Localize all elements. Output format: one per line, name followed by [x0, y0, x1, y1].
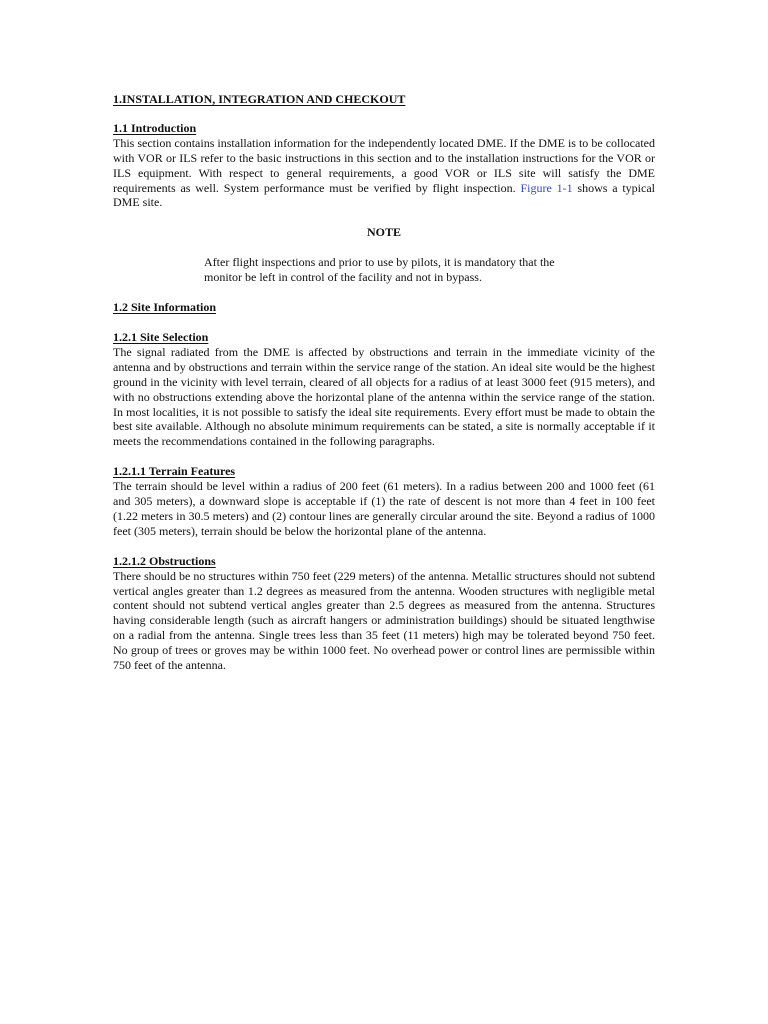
spacer: [113, 539, 655, 554]
introduction-text: This section contains installation information for the independently located DME. If the DME is to be collocated with VOR or ILS refer to the basic instructions in this section and to the installation instructions for the VOR or ILS equipment. With respect to general requirements, a good VOR or ILS site will satisfy the DME requirements as well. System performance must be verified by flight inspection.: [113, 135, 655, 195]
spacer: [113, 449, 655, 464]
obstructions-paragraph: There should be no structures within 750 feet (229 meters) of the antenna. Metallic structures should not subtend vertical angles greater than 1.2 degrees as measured from the antenna. Wooden structures with negligible metal content should not subtend vertical angles greater than 2.5 degrees as measured from the antenna. Structures having considerable length (such as aircraft hangers or administration buildings) should be situated lengthwise on a radial from the antenna. Single trees less than 35 feet (11 meters) high may be tolerated beyond 750 feet. No group of trees or groves may be within 1000 feet. No overhead power or control lines are permissible within 750 feet of the antenna.: [113, 568, 655, 673]
figure-1-1-link[interactable]: Figure 1-1: [520, 180, 573, 195]
section-heading-obstructions: 1.2.1.2 Obstructions: [113, 553, 216, 568]
note-text: After flight inspections and prior to use by pilots, it is mandatory that the monitor be left in control of the facility and not in bypass.: [204, 255, 555, 285]
document-page: [113, 92, 655, 673]
note-title: NOTE: [366, 225, 401, 240]
document-title: 1.INSTALLATION, INTEGRATION AND CHECKOUT: [113, 92, 406, 106]
introduction-text-end: shows a typical DME site.: [113, 180, 656, 210]
section-heading-introduction: 1.1 Introduction: [113, 120, 197, 135]
introduction-paragraph: [113, 136, 655, 211]
spacer: [113, 210, 655, 225]
site-selection-paragraph: The signal radiated from the DME is affected by obstructions and terrain in the immediate vicinity of the antenna and by obstructions and terrain within the service range of the station. An ideal site would be the highest ground in the vicinity with level terrain, cleared of all objects for a radius of at least 3000 feet (915 meters), and with no obstructions extending above the horizontal plane of the antenna within the service range of the station. In most localities, it is not possible to satisfy the ideal site requirements. Every effort must be made to obtain the best site available. Although no absolute minimum requirements can be stated, a site is normally acceptable if it meets the recommendations contained in the following paragraphs.: [113, 344, 655, 449]
section-heading-terrain-features: 1.2.1.1 Terrain Features: [113, 464, 236, 479]
spacer: [113, 240, 655, 255]
spacer: [113, 107, 655, 121]
terrain-features-paragraph: The terrain should be level within a radius of 200 feet (61 meters). In a radius between 200 and 1000 feet (61 and 305 meters), a downward slope is acceptable if (1) the rate of descent is not more than 4 feet in 100 feet (1.22 meters in 30.5 meters) and (2) contour lines are generally circular around the site. Beyond a radius of 1000 feet (305 meters), terrain should be below the horizontal plane of the antenna.: [113, 479, 655, 538]
spacer: [113, 315, 655, 330]
section-heading-site-information: 1.2 Site Information: [113, 300, 216, 315]
spacer: [113, 285, 655, 300]
section-heading-site-selection: 1.2.1 Site Selection: [113, 329, 209, 344]
